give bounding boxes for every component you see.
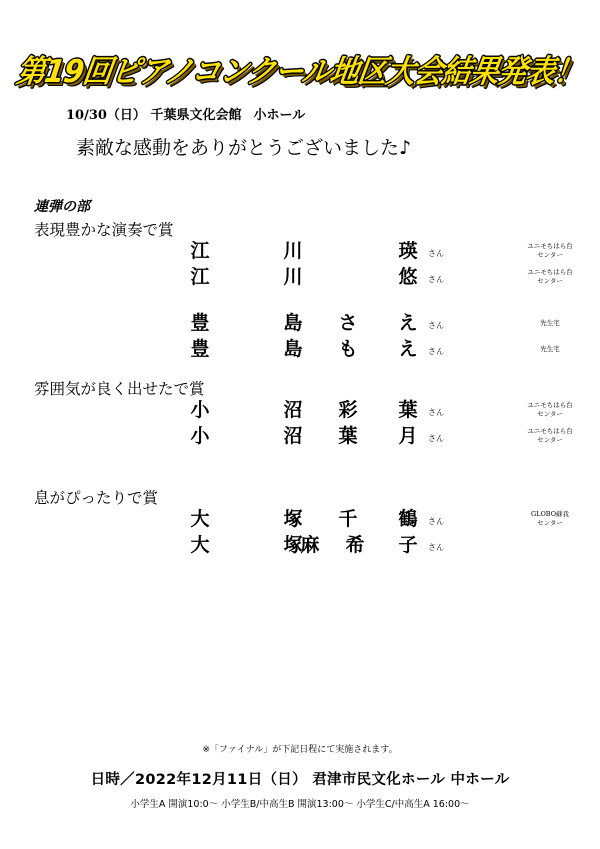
family-name-char: 江 <box>190 266 210 288</box>
family-name-char: 沼 <box>283 399 303 421</box>
honorific: さん <box>428 517 444 526</box>
family-name-char: 川 <box>283 266 303 288</box>
family-name-char: 沼 <box>283 425 303 447</box>
given-name-char: 悠 <box>398 266 418 288</box>
given-name-char: も <box>338 338 358 360</box>
given-name-char: 彩 <box>338 399 358 421</box>
honorific: さん <box>428 321 444 330</box>
affiliation-line: ユニモちはら台 <box>527 242 573 250</box>
given-name-char: え <box>398 338 418 360</box>
award-title: 息がぴったりで賞 <box>34 489 159 507</box>
given-name-char: 瑛 <box>398 240 418 262</box>
final-note: ※「ファイナル」が下記日程にて実施されます。 <box>202 745 398 755</box>
given-name-char: 葉 <box>398 399 418 421</box>
event-hall: 小ホール <box>253 108 306 123</box>
performer-row <box>0 240 600 266</box>
family-name-char: 島 <box>283 312 303 334</box>
family-name-char: 大 <box>190 534 210 556</box>
affiliation-line: センター <box>537 519 563 527</box>
given-name-char: 千 <box>338 508 358 530</box>
award-title: 雰囲気が良く出せたで賞 <box>34 380 205 398</box>
affiliation-line: ユニモちはら台 <box>527 268 573 276</box>
honorific: さん <box>428 347 444 356</box>
given-name-char: 月 <box>398 425 418 447</box>
given-name-char: 葉 <box>338 425 358 447</box>
family-name-char: 大 <box>190 508 210 530</box>
performer-row <box>0 399 600 425</box>
title-banner <box>14 47 586 91</box>
family-name-char: 小 <box>190 399 210 421</box>
award-title: 表現豊かな演奏で賞 <box>34 221 174 239</box>
affiliation-line: ユニモちはら台 <box>527 401 573 409</box>
family-name-char: 塚 <box>283 508 303 530</box>
performer-row <box>0 312 600 338</box>
affiliation <box>510 345 590 354</box>
family-name-char: 江 <box>190 240 210 262</box>
honorific: さん <box>428 275 444 284</box>
affiliation-line: ユニモちはら台 <box>527 427 573 435</box>
family-name-char: 塚 <box>283 534 303 556</box>
honorific: さん <box>428 249 444 258</box>
affiliation-line: センター <box>537 251 563 259</box>
affiliation-line: 先生宅 <box>540 319 560 327</box>
affiliation <box>510 510 590 528</box>
affiliation <box>510 319 590 328</box>
given-name-char: え <box>398 312 418 334</box>
family-name-char: 川 <box>283 240 303 262</box>
section-title: 連弾の部 <box>34 199 90 215</box>
event-venue: 千葉県文化会館 <box>150 108 242 123</box>
thanks-message: 素敵な感動をありがとうございました♪ <box>76 137 412 159</box>
affiliation-line: センター <box>537 277 563 285</box>
family-name-char: 豊 <box>190 338 210 360</box>
given-name-char: 鶴 <box>398 508 418 530</box>
honorific: さん <box>428 408 444 417</box>
performer-row <box>0 338 600 364</box>
family-name-char: 小 <box>190 425 210 447</box>
affiliation <box>510 242 590 260</box>
given-name-char: 麻 <box>300 534 320 556</box>
given-name-char: 子 <box>398 534 418 556</box>
affiliation-line: センター <box>537 436 563 444</box>
final-times: 小学生A 開演10:0～ 小学生B/中高生B 開演13:00～ 小学生C/中高生A 16:00～ <box>130 799 470 810</box>
given-name-char: さ <box>338 312 358 334</box>
performer-row <box>0 534 600 560</box>
affiliation <box>510 268 590 286</box>
affiliation-line: センター <box>537 410 563 418</box>
family-name-char: 豊 <box>190 312 210 334</box>
event-info <box>66 104 305 123</box>
affiliation <box>510 427 590 445</box>
honorific: さん <box>428 543 444 552</box>
event-date: 10/30（日） <box>66 108 146 123</box>
affiliation-line: 先生宅 <box>540 345 560 353</box>
performer-row <box>0 266 600 292</box>
given-name-char: 希 <box>345 534 365 556</box>
honorific: さん <box>428 434 444 443</box>
affiliation <box>510 401 590 419</box>
banner-title: 第19回ピアノコンクール地区大会結果発表！ <box>14 52 586 89</box>
affiliation-line: GLOBO蘇我 <box>530 510 570 518</box>
final-schedule: 日時／2022年12月11日（日） 君津市民文化ホール 中ホール <box>90 772 510 788</box>
performer-row <box>0 508 600 534</box>
performer-row <box>0 425 600 451</box>
family-name-char: 島 <box>283 338 303 360</box>
